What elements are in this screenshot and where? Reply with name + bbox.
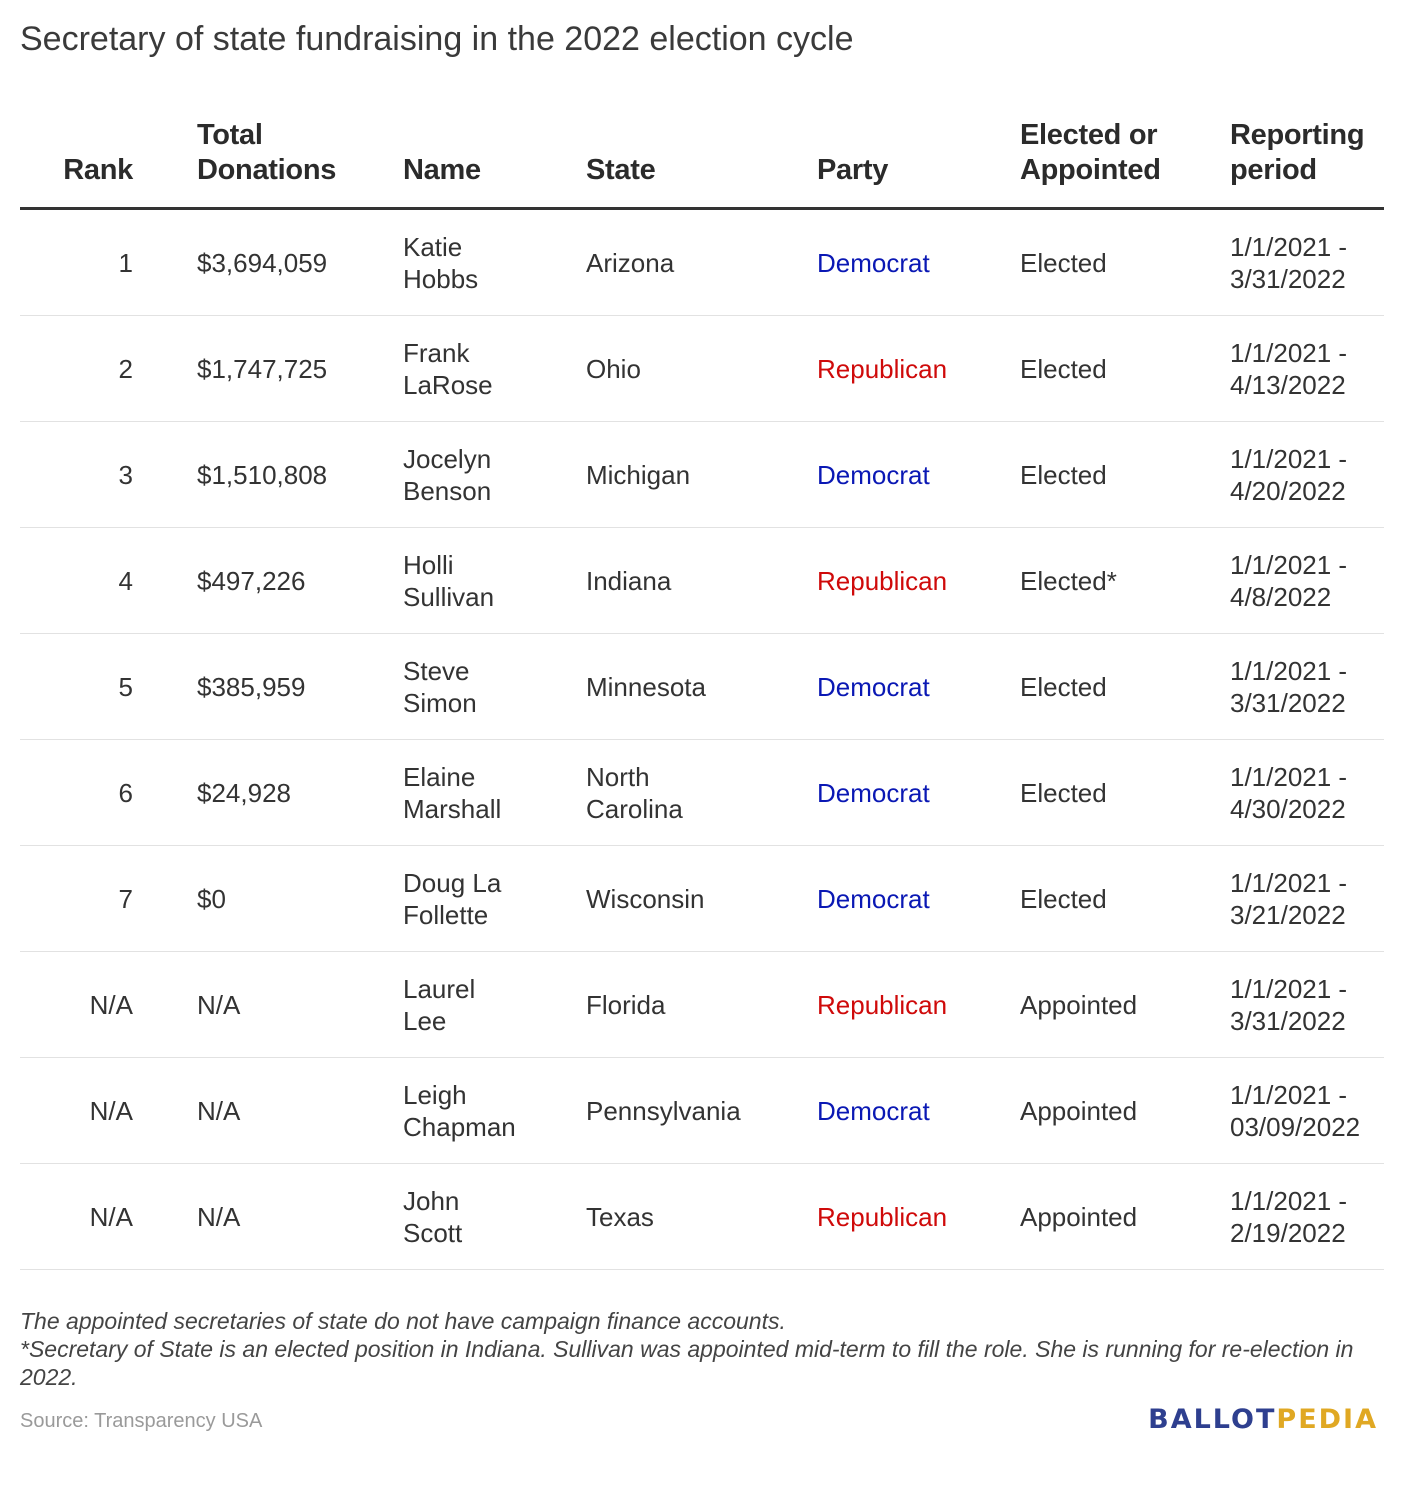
cell-total-donations [197, 846, 403, 952]
period-line1: 1/1/2021 - [1230, 655, 1348, 686]
party-value: Democrat [817, 777, 930, 808]
name-line2: Marshall [403, 793, 502, 824]
cell-party [817, 740, 1020, 846]
table-row [20, 1164, 1384, 1270]
header-party: Party [817, 110, 1020, 209]
cell-gap [133, 316, 197, 422]
state-line1: Wisconsin [586, 883, 705, 914]
cell-name [403, 952, 586, 1058]
cell-rank [20, 952, 133, 1058]
rank-value: N/A [89, 1201, 133, 1232]
rank-value: N/A [89, 989, 133, 1020]
period-line1: 1/1/2021 - [1230, 1079, 1348, 1110]
donations-value: N/A [197, 1201, 241, 1232]
cell-elected-or-appointed [1020, 1164, 1230, 1270]
cell-elected-or-appointed [1020, 528, 1230, 634]
elected-value: Elected [1020, 671, 1107, 702]
name-line2: Scott [403, 1217, 463, 1248]
rank-value: 6 [118, 777, 133, 808]
cell-total-donations [197, 740, 403, 846]
table-row [20, 528, 1384, 634]
table-row [20, 740, 1384, 846]
cell-reporting-period [1230, 846, 1384, 952]
cell-party [817, 634, 1020, 740]
period-line1: 1/1/2021 - [1230, 337, 1348, 368]
cell-rank [20, 634, 133, 740]
logo-pedia: PEDIA [1276, 1404, 1378, 1435]
table-row [20, 846, 1384, 952]
cell-party [817, 316, 1020, 422]
party-value: Republican [817, 989, 948, 1020]
cell-reporting-period [1230, 316, 1384, 422]
cell-party [817, 1164, 1020, 1270]
cell-state [586, 1164, 817, 1270]
source-credit: Source: Transparency USA [20, 1410, 263, 1432]
name-line2: LaRose [403, 369, 493, 400]
cell-name [403, 1058, 586, 1164]
cell-gap [133, 1058, 197, 1164]
cell-name [403, 316, 586, 422]
rank-value: 1 [118, 247, 133, 278]
header-gap [133, 110, 197, 209]
cell-party [817, 1058, 1020, 1164]
fundraising-table [20, 110, 1384, 1270]
cell-elected-or-appointed [1020, 316, 1230, 422]
donations-value: $24,928 [197, 777, 291, 808]
cell-total-donations [197, 209, 403, 316]
cell-state [586, 952, 817, 1058]
header-rank: Rank [20, 110, 133, 209]
state-line1: Ohio [586, 353, 641, 384]
rank-value: 7 [118, 883, 133, 914]
elected-value: Elected [1020, 353, 1107, 384]
header-reporting-period [1230, 110, 1384, 209]
donations-value: $1,510,808 [197, 459, 328, 490]
name-line1: Holli [403, 549, 454, 580]
cell-rank [20, 422, 133, 528]
header-elected-line2: Appointed [1020, 154, 1161, 186]
cell-elected-or-appointed [1020, 740, 1230, 846]
state-line1: Indiana [586, 565, 672, 596]
table-row [20, 952, 1384, 1058]
donations-value: $3,694,059 [197, 247, 328, 278]
cell-reporting-period [1230, 528, 1384, 634]
name-line2: Sullivan [403, 581, 495, 612]
party-value: Republican [817, 353, 948, 384]
name-line1: Laurel [403, 973, 476, 1004]
name-line2: Follette [403, 899, 489, 930]
name-line1: Frank [403, 337, 470, 368]
cell-rank [20, 846, 133, 952]
table-row [20, 209, 1384, 316]
period-line2: 4/30/2022 [1230, 793, 1346, 824]
cell-state [586, 209, 817, 316]
cell-state [586, 528, 817, 634]
donations-value: $1,747,725 [197, 353, 328, 384]
cell-total-donations [197, 316, 403, 422]
cell-name [403, 528, 586, 634]
header-state: State [586, 110, 817, 209]
cell-state [586, 422, 817, 528]
rank-value: 2 [118, 353, 133, 384]
name-line2: Hobbs [403, 263, 479, 294]
party-value: Democrat [817, 883, 930, 914]
cell-reporting-period [1230, 422, 1384, 528]
period-line1: 1/1/2021 - [1230, 761, 1348, 792]
party-value: Democrat [817, 247, 930, 278]
name-line1: Jocelyn [403, 443, 492, 474]
table-header-row [20, 110, 1384, 209]
party-value: Democrat [817, 671, 930, 702]
name-line1: Katie [403, 231, 463, 262]
cell-name [403, 846, 586, 952]
period-line1: 1/1/2021 - [1230, 1185, 1348, 1216]
cell-total-donations [197, 528, 403, 634]
name-line2: Simon [403, 687, 477, 718]
donations-value: $385,959 [197, 671, 306, 702]
period-line2: 3/21/2022 [1230, 899, 1346, 930]
elected-value: Appointed [1020, 1201, 1138, 1232]
period-line2: 2/19/2022 [1230, 1217, 1346, 1248]
party-value: Republican [817, 1201, 948, 1232]
period-line1: 1/1/2021 - [1230, 443, 1348, 474]
cell-name [403, 422, 586, 528]
period-line2: 3/31/2022 [1230, 263, 1346, 294]
table-row [20, 316, 1384, 422]
cell-reporting-period [1230, 740, 1384, 846]
table-body [20, 209, 1384, 1270]
name-line1: Steve [403, 655, 470, 686]
cell-gap [133, 1164, 197, 1270]
name-line2: Benson [403, 475, 492, 506]
header-period-line2: period [1230, 154, 1317, 186]
state-line1: Michigan [586, 459, 691, 490]
rank-value: N/A [89, 1095, 133, 1126]
footnotes [20, 1307, 1390, 1391]
cell-elected-or-appointed [1020, 952, 1230, 1058]
cell-state [586, 1058, 817, 1164]
elected-value: Elected [1020, 247, 1107, 278]
cell-gap [133, 846, 197, 952]
cell-reporting-period [1230, 209, 1384, 316]
cell-total-donations [197, 634, 403, 740]
period-line2: 4/20/2022 [1230, 475, 1346, 506]
table-row [20, 422, 1384, 528]
cell-state [586, 740, 817, 846]
cell-gap [133, 422, 197, 528]
cell-state [586, 634, 817, 740]
cell-rank [20, 209, 133, 316]
state-line1: North [586, 761, 650, 792]
cell-reporting-period [1230, 634, 1384, 740]
state-line1: Florida [586, 989, 666, 1020]
cell-gap [133, 528, 197, 634]
cell-name [403, 209, 586, 316]
cell-party [817, 952, 1020, 1058]
donations-value: $497,226 [197, 565, 306, 596]
cell-total-donations [197, 1058, 403, 1164]
cell-total-donations [197, 952, 403, 1058]
period-line2: 03/09/2022 [1230, 1111, 1361, 1142]
state-line2: Carolina [586, 793, 683, 824]
party-value: Democrat [817, 1095, 930, 1126]
cell-total-donations [197, 422, 403, 528]
name-line2: Chapman [403, 1111, 516, 1142]
page-title: Secretary of state fundraising in the 2022 election cycle [20, 20, 854, 58]
party-value: Republican [817, 565, 948, 596]
cell-reporting-period [1230, 1058, 1384, 1164]
header-period-line1: Reporting [1230, 119, 1365, 151]
cell-gap [133, 209, 197, 316]
cell-total-donations [197, 1164, 403, 1270]
state-line1: Texas [586, 1201, 654, 1232]
period-line2: 4/8/2022 [1230, 581, 1332, 612]
period-line1: 1/1/2021 - [1230, 867, 1348, 898]
elected-value: Appointed [1020, 989, 1138, 1020]
cell-gap [133, 952, 197, 1058]
cell-rank [20, 1058, 133, 1164]
cell-gap [133, 634, 197, 740]
cell-party [817, 422, 1020, 528]
cell-state [586, 316, 817, 422]
name-line1: Elaine [403, 761, 476, 792]
cell-party [817, 846, 1020, 952]
header-elected-line1: Elected or [1020, 119, 1158, 151]
ballotpedia-logo [1148, 1404, 1378, 1435]
period-line2: 3/31/2022 [1230, 1005, 1346, 1036]
header-elected-or-appointed [1020, 110, 1230, 209]
footnote-indiana: *Secretary of State is an elected position in Indiana. Sullivan was appointed mid-term to fill the role. She is running for re-election in 2022. [20, 1336, 1354, 1390]
table-row [20, 634, 1384, 740]
header-total-donations-line2: Donations [197, 154, 337, 186]
party-value: Democrat [817, 459, 930, 490]
cell-elected-or-appointed [1020, 846, 1230, 952]
elected-value: Elected* [1020, 565, 1117, 596]
state-line1: Pennsylvania [586, 1095, 741, 1126]
cell-party [817, 528, 1020, 634]
period-line2: 4/13/2022 [1230, 369, 1346, 400]
name-line2: Lee [403, 1005, 447, 1036]
cell-elected-or-appointed [1020, 1058, 1230, 1164]
state-line1: Minnesota [586, 671, 706, 702]
elected-value: Elected [1020, 459, 1107, 490]
rank-value: 5 [118, 671, 133, 702]
period-line1: 1/1/2021 - [1230, 973, 1348, 1004]
period-line2: 3/31/2022 [1230, 687, 1346, 718]
cell-reporting-period [1230, 952, 1384, 1058]
cell-elected-or-appointed [1020, 634, 1230, 740]
donations-value: $0 [197, 883, 226, 914]
header-total-donations-line1: Total [197, 119, 263, 151]
name-line1: Doug La [403, 867, 502, 898]
elected-value: Elected [1020, 777, 1107, 808]
donations-value: N/A [197, 989, 241, 1020]
cell-rank [20, 316, 133, 422]
cell-name [403, 1164, 586, 1270]
elected-value: Appointed [1020, 1095, 1138, 1126]
name-line1: John [403, 1185, 460, 1216]
cell-elected-or-appointed [1020, 209, 1230, 316]
rank-value: 3 [118, 459, 133, 490]
cell-rank [20, 1164, 133, 1270]
rank-value: 4 [118, 565, 133, 596]
elected-value: Elected [1020, 883, 1107, 914]
period-line1: 1/1/2021 - [1230, 549, 1348, 580]
cell-party [817, 209, 1020, 316]
header-total-donations [197, 110, 403, 209]
footnote-appointed: The appointed secretaries of state do not have campaign finance accounts. [20, 1308, 786, 1334]
table-row [20, 1058, 1384, 1164]
cell-state [586, 846, 817, 952]
name-line1: Leigh [403, 1079, 467, 1110]
cell-rank [20, 528, 133, 634]
cell-reporting-period [1230, 1164, 1384, 1270]
state-line1: Arizona [586, 247, 675, 278]
cell-name [403, 634, 586, 740]
cell-name [403, 740, 586, 846]
header-name: Name [403, 110, 586, 209]
cell-elected-or-appointed [1020, 422, 1230, 528]
logo-ballot: BALLOT [1148, 1404, 1277, 1435]
cell-rank [20, 740, 133, 846]
period-line1: 1/1/2021 - [1230, 231, 1348, 262]
donations-value: N/A [197, 1095, 241, 1126]
cell-gap [133, 740, 197, 846]
